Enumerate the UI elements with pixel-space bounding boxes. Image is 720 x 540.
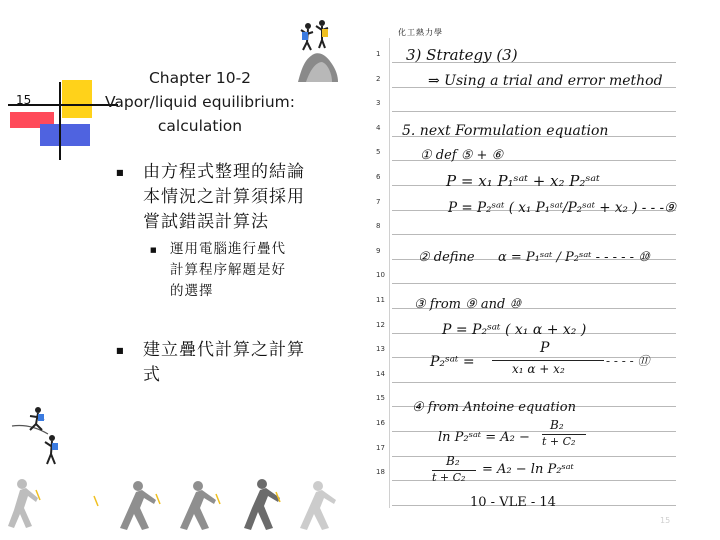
bullet-1-text xyxy=(143,160,305,235)
hw-line-17a: ln P₂ˢᵃᵗ = A₂ − xyxy=(438,430,530,445)
hw-line-10a: ② define xyxy=(418,250,475,265)
climbers-rock-illustration xyxy=(292,18,340,84)
line-number: 4 xyxy=(376,124,381,132)
line-number: 7 xyxy=(376,198,381,206)
notebook-header: 化工熱力學 xyxy=(398,28,443,37)
bullet-2-line-3: 的選擇 xyxy=(170,283,214,299)
line-number: 5 xyxy=(376,148,381,156)
bullet-1-line-2: 本情況之計算須採用 xyxy=(143,187,305,207)
line-number: 3 xyxy=(376,99,381,107)
line-number: 15 xyxy=(376,394,385,402)
hw-line-6: P = x₁ P₁ˢᵃᵗ + x₂ P₂ˢᵃᵗ xyxy=(446,172,600,190)
line-number: 16 xyxy=(376,419,385,427)
hw-line-14d: - - - - ⑪ xyxy=(606,354,650,368)
line-number: 8 xyxy=(376,222,381,230)
slide-title xyxy=(95,66,305,138)
bullet-1-line-1: 由方程式整理的結論 xyxy=(143,162,305,182)
line-number: 13 xyxy=(376,345,385,353)
ruled-line xyxy=(392,431,676,432)
notebook-page xyxy=(362,22,680,520)
hw-line-17-den: t + C₂ xyxy=(542,435,576,448)
bullet-marker-1: ■ xyxy=(116,168,124,177)
line-number: 11 xyxy=(376,296,385,304)
hw-line-18-den: t + C₂ xyxy=(432,471,466,484)
hw-line-12: ③ from ⑨ and ⑩ xyxy=(414,297,522,312)
hw-line-1: 3) Strategy (3) xyxy=(406,46,518,64)
line-number: 9 xyxy=(376,247,381,255)
yellow-accent-block xyxy=(62,80,92,118)
bullet-3-text xyxy=(143,338,305,388)
rope-climbers-illustration xyxy=(8,404,68,468)
ruled-line xyxy=(392,456,676,457)
hw-line-18c: = A₂ − ln P₂ˢᵃᵗ xyxy=(482,462,574,477)
ruled-line xyxy=(392,234,676,235)
bullet-2-text xyxy=(170,239,286,302)
hw-line-5: ① def ⑤ + ⑥ xyxy=(420,148,504,163)
title-line-2: Vapor/liquid equilibrium: xyxy=(105,93,295,111)
ruled-line xyxy=(392,283,676,284)
line-number: 10 xyxy=(376,271,385,279)
hw-line-4: 5. next Formulation equation xyxy=(402,123,609,139)
line-number: 2 xyxy=(376,75,381,83)
hw-line-17-num: B₂ xyxy=(550,418,564,432)
slide-footer-mark: 15 xyxy=(660,516,671,525)
bullet-3-line-2: 式 xyxy=(143,365,161,385)
bullet-2-line-2: 計算程序解題是好 xyxy=(170,262,286,278)
hw-frac-bar xyxy=(492,360,604,361)
vertical-divider xyxy=(59,82,61,160)
hw-frac-denominator: x₁ α + x₂ xyxy=(512,362,565,376)
hw-line-14a: P₂ˢᵃᵗ = xyxy=(430,354,475,370)
line-number: 18 xyxy=(376,468,385,476)
bullet-2-line-1: 運用電腦進行疊代 xyxy=(170,241,286,257)
line-number: 6 xyxy=(376,173,381,181)
bullet-1-line-3: 嘗試錯誤計算法 xyxy=(143,212,269,232)
hw-line-2: ⇒ Using a trial and error method xyxy=(428,73,663,89)
margin-line xyxy=(389,38,390,508)
hw-frac-numerator: P xyxy=(540,340,550,356)
bullet-3-line-1: 建立疊代計算之計算 xyxy=(143,340,305,360)
title-line-3: calculation xyxy=(157,117,243,135)
slide-number: 15 xyxy=(16,93,32,107)
hw-line-13: P = P₂ˢᵃᵗ ( x₁ α + x₂ ) xyxy=(442,322,587,338)
ruled-line xyxy=(392,382,676,383)
running-figures-decoration xyxy=(0,476,360,540)
page-footer-code: 10 - VLE - 14 xyxy=(470,495,556,510)
line-number: 12 xyxy=(376,321,385,329)
blue-accent-block xyxy=(40,124,90,146)
ruled-line xyxy=(392,111,676,112)
hw-line-8: P = P₂ˢᵃᵗ ( x₁ P₁ˢᵃᵗ/P₂ˢᵃᵗ + x₂ ) - - -⑨ xyxy=(448,200,677,216)
line-number: 14 xyxy=(376,370,385,378)
bullet-marker-3: ■ xyxy=(116,346,124,355)
line-number: 17 xyxy=(376,444,385,452)
hw-line-10b: α = P₁ˢᵃᵗ / P₂ˢᵃᵗ - - - - - ⑩ xyxy=(498,250,650,265)
line-number: 1 xyxy=(376,50,381,58)
title-line-1: Chapter 10-2 xyxy=(148,69,252,87)
hw-line-16: ④ from Antoine equation xyxy=(412,400,576,415)
bullet-marker-2: ■ xyxy=(150,246,157,254)
hw-line-18-num: B₂ xyxy=(446,454,460,468)
